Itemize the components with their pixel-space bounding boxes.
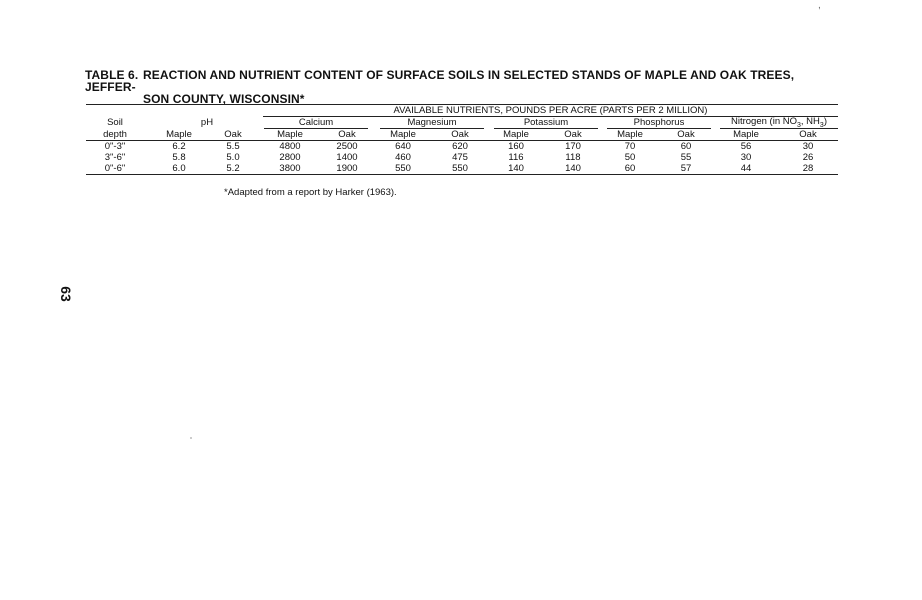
cell: 6.0: [172, 163, 186, 174]
nitrogen-maple-header: Maple: [733, 129, 759, 140]
cell: 50: [624, 152, 636, 163]
cell: 118: [565, 152, 581, 163]
cell: 4800: [279, 141, 301, 152]
cell: 55: [680, 152, 692, 163]
row-depth: 0"-6": [104, 163, 126, 174]
ph-maple-header: Maple: [166, 129, 192, 140]
calcium-oak-header: Oak: [338, 129, 356, 140]
potassium-header: Potassium: [523, 117, 569, 128]
potassium-maple-header: Maple: [503, 129, 529, 140]
table-number: TABLE 6.: [85, 68, 139, 82]
row-depth: 0"-3": [104, 141, 126, 152]
cell: 140: [565, 163, 581, 174]
ph-header: pH: [200, 117, 214, 128]
cell: 60: [624, 163, 636, 174]
cell: 170: [565, 141, 581, 152]
table-title: [85, 69, 845, 105]
nitrogen-oak-header: Oak: [799, 129, 817, 140]
phosphorus-maple-header: Maple: [617, 129, 643, 140]
cell: 620: [452, 141, 468, 152]
cell: 116: [508, 152, 524, 163]
cell: 475: [452, 152, 468, 163]
calcium-maple-header: Maple: [277, 129, 303, 140]
depth-header: depth: [103, 129, 127, 140]
speck: [190, 437, 192, 439]
cell: 57: [680, 163, 692, 174]
cell: 6.2: [172, 141, 186, 152]
cell: 5.0: [226, 152, 240, 163]
phosphorus-header: Phosphorus: [633, 117, 685, 128]
potassium-oak-header: Oak: [564, 129, 582, 140]
cell: 550: [395, 163, 411, 174]
corner-mark: ,: [818, 0, 821, 11]
cell: 2500: [336, 141, 358, 152]
phosphorus-oak-header: Oak: [677, 129, 695, 140]
cell: 44: [740, 163, 752, 174]
cell: 1400: [336, 152, 358, 163]
cell: 30: [802, 141, 814, 152]
cell: 5.2: [226, 163, 240, 174]
title-line-1: REACTION AND NUTRIENT CONTENT OF SURFACE SOILS IN SELECTED STANDS OF MAPLE AND OAK TREES, JEFFER-: [85, 68, 795, 94]
bottom-rule: [86, 174, 838, 175]
title-line-2: SON COUNTY, WISCONSIN*: [143, 92, 305, 106]
cell: 460: [395, 152, 411, 163]
cell: 550: [452, 163, 468, 174]
row-depth: 3"-6": [104, 152, 126, 163]
magnesium-oak-header: Oak: [451, 129, 469, 140]
cell: 5.8: [172, 152, 186, 163]
cell: 5.5: [226, 141, 240, 152]
cell: 1900: [336, 163, 358, 174]
spanner-header: AVAILABLE NUTRIENTS, POUNDS PER ACRE (PARTS PER 2 MILLION): [393, 105, 708, 116]
cell: 640: [395, 141, 411, 152]
cell: 70: [624, 141, 636, 152]
cell: 60: [680, 141, 692, 152]
cell: 160: [508, 141, 524, 152]
nitrogen-header: Nitrogen (in $NO_3$, $NH_3$): [731, 116, 827, 129]
cell: 140: [508, 163, 524, 174]
cell: 3800: [279, 163, 301, 174]
magnesium-header: Magnesium: [407, 117, 457, 128]
ph-oak-header: Oak: [224, 129, 242, 140]
cell: 2800: [279, 152, 301, 163]
cell: 26: [802, 152, 814, 163]
calcium-header: Calcium: [298, 117, 334, 128]
cell: 30: [740, 152, 752, 163]
soil-header: Soil: [107, 117, 123, 128]
footnote: *Adapted from a report by Harker (1963).: [224, 187, 397, 198]
cell: 28: [802, 163, 814, 174]
magnesium-maple-header: Maple: [390, 129, 416, 140]
page-number: 63: [57, 286, 74, 302]
cell: 56: [740, 141, 752, 152]
